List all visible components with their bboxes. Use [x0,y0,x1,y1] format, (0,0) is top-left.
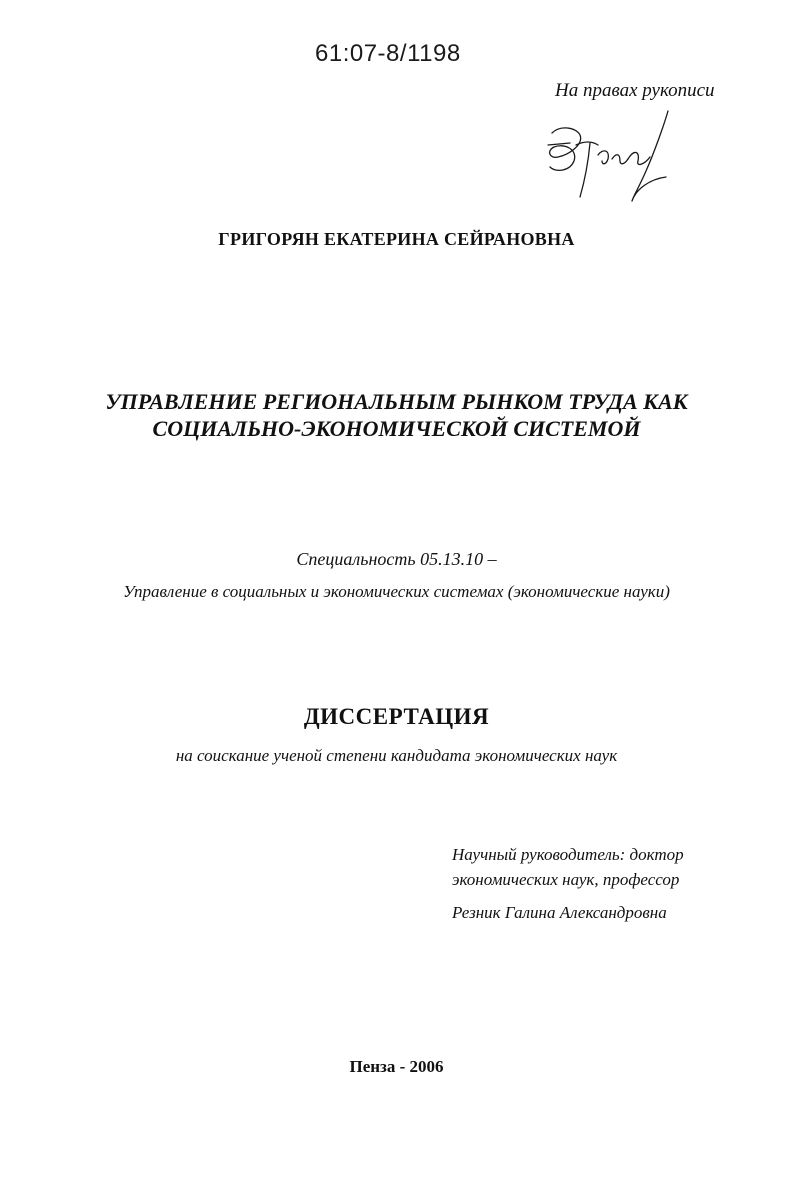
city-year: Пенза - 2006 [349,1057,444,1076]
document-type-heading: ДИССЕРТАЦИЯ [303,704,490,729]
specialty-code: Специальность 05.13.10 – [296,549,497,569]
title-line-1: УПРАВЛЕНИЕ РЕГИОНАЛЬНЫМ РЫНКОМ ТРУДА КАК [105,389,688,414]
author-signature [540,105,680,205]
degree-statement: на соискание ученой степени кандидата экономических наук [175,746,618,765]
dissertation-title [0,388,793,442]
supervisor-line-1: Научный руководитель: доктор [452,845,684,864]
manuscript-rights-label: На правах рукописи [555,80,715,101]
author-name: ГРИГОРЯН ЕКАТЕРИНА СЕЙРАНОВНА [218,229,575,249]
specialty-description: Управление в социальных и экономических системах (экономические науки) [123,582,670,601]
supervisor-line-2: экономических наук, профессор [452,870,680,889]
supervisor-block [452,842,684,925]
title-line-2: СОЦИАЛЬНО-ЭКОНОМИЧЕСКОЙ СИСТЕМОЙ [152,416,641,441]
supervisor-name: Резник Галина Александровна [452,903,667,922]
document-code: 61:07-8/1198 [315,40,461,67]
